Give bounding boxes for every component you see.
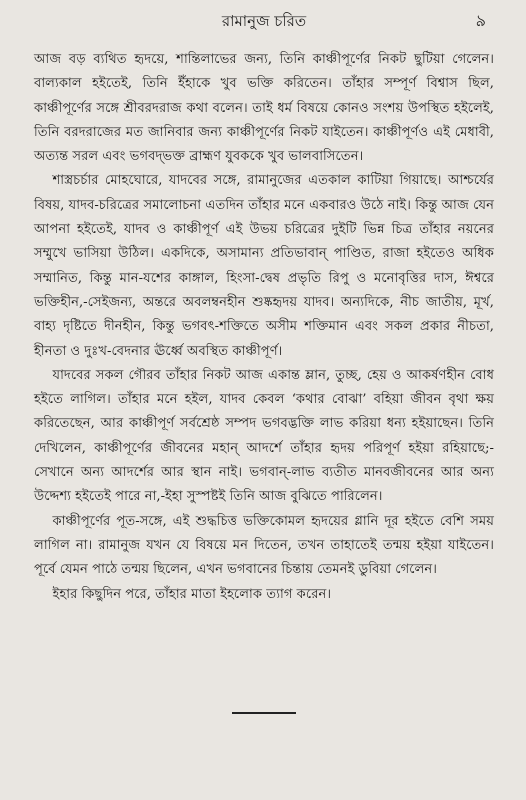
paragraph: কাঞ্চীপূর্ণের পূত-সঙ্গে, এই শুদ্ধচিত্ত ভক্তিকোমল হৃদয়ের গ্লানি দূর হইতে বেশি সময় লাগিল না। রামানুজ যখন যে বিষয়ে মন দিতেন, তখন তাহাতেই তন্ময় হইয়া যাইতেন। পূর্বে যেমন পাঠে তন্ময় ছিলেন, এখন ভগবানের চিন্তায় তেমনই ডুবিয়া গেলেন। xyxy=(34,513,494,578)
section-end-rule xyxy=(232,712,296,714)
running-header xyxy=(34,10,494,32)
paragraph: শাস্ত্রচর্চার মোহঘোরে, যাদবের সঙ্গে, রামানুজের এতকাল কাটিয়া গিয়াছে। আশ্চর্যের বিষয়, যাদব-চরিত্রের সমালোচনা এতদিন তাঁহার মনে একবারও উঠে নাই। কিন্তু আজ যেন আপনা হইতেই, যাদব ও কাঞ্চীপূর্ণ এই উভয় চরিত্রের দুইটি ভিন্ন চিত্র তাঁহার নয়নের সম্মুখে ভাসিয়া উঠিল। একদিকে, অসামান্য প্রতিভাবান্ পাণ্ডিত, রাজা হইতেও অধিক সম্মানিত, কিন্তু মান-যশের কাঙ্গাল, হিংসা-দ্বেষ প্রভৃতি রিপু ও মনোবৃত্তির দাস, ঈশ্বরে ভক্তিহীন,-সেইজন্য, অন্তরে অবলম্বনহীন শুষ্কহৃদয় যাদব। অন্যদিকে, নীচ জাতীয়, মূর্খ, বাহ্য দৃষ্টিতে দীনহীন, কিন্তু ভগবৎ-শক্তিতে অসীম শক্তিমান এবং সকল প্রকার নীচতা, হীনতা ও দুঃখ-বেদনার ঊর্ধ্বে অবস্থিত কাঞ্চীপূর্ণ। xyxy=(34,173,494,359)
running-title: রামানুজ চরিত xyxy=(221,12,307,30)
paragraph: আজ বড় ব্যথিত হৃদয়ে, শান্তিলাভের জন্য, তিনি কাঞ্চীপূর্ণের নিকট ছুটিয়া গেলেন। বাল্যকাল হইতেই, তিনি ইঁহাকে খুব ভক্তি করিতেন। তাঁহার সম্পূর্ণ বিশ্বাস ছিল, কাঞ্চীপূর্ণের সঙ্গে শ্রীবরদরাজ কথা বলেন। তাই ধর্ম বিষয়ে কোনও সংশয় উপস্থিত হইলেই, তিনি বরদরাজের মত জানিবার জন্য কাঞ্চীপূর্ণের নিকট যাইতেন। কাঞ্চীপূর্ণও এই মেধাবী, অত্যন্ত সরল এবং ভগবদ্‌ভক্ত ব্রাহ্মণ যুবককে খুব ভালবাসিতেন। xyxy=(34,52,494,165)
paragraph: ইহার কিছুদিন পরে, তাঁহার মাতা ইহলোক ত্যাগ করেন। xyxy=(52,586,332,602)
paragraph: যাদবের সকল গৌরব তাঁহার নিকট আজ একান্ত ম্লান, তুচ্ছ, হেয় ও আকর্ষণহীন বোধ হইতে লাগিল। তাঁহার মনে হইল, যাদব কেবল ‘কথার বোঝা’ বহিয়া জীবন বৃথা ক্ষয় করিতেছেন, আর কাঞ্চীপূর্ণ সর্বশ্রেষ্ঠ সম্পদ ভগবদ্ভক্তি লাভ করিয়া ধন্য হইয়াছেন। তিনি দেখিলেন, কাঞ্চীপূর্ণের জীবনের মহান্ আদর্শে তাঁহার হৃদয় পরিপূর্ণ হইয়া রহিয়াছে;-সেখানে অন্য আদর্শের আর স্থান নাই। ভগবান্-লাভ ব্যতীত মানবজীবনের আর অন্য উদ্দেশ্য হইতেই পারে না,-ইহা সুস্পষ্টই তিনি আজ বুঝিতে পারিলেন। xyxy=(34,367,494,505)
body-text xyxy=(34,48,494,607)
page-number: ৯ xyxy=(475,11,486,30)
